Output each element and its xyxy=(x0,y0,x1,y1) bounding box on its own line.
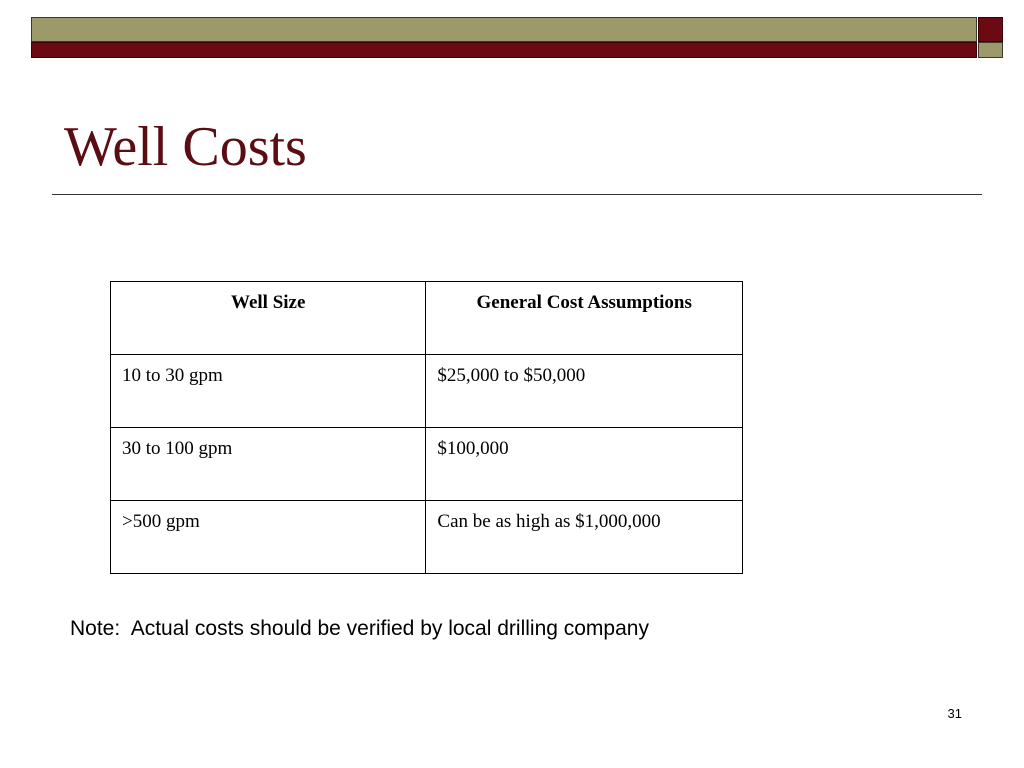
table-row xyxy=(111,355,743,428)
header-square-maroon xyxy=(978,17,1003,42)
slide-number: 31 xyxy=(947,706,962,721)
table-row xyxy=(111,501,743,574)
header-square-olive xyxy=(978,42,1003,58)
cell-cost: $100,000 xyxy=(426,428,743,501)
cell-well-size: 10 to 30 gpm xyxy=(111,355,426,428)
table-header-row xyxy=(111,282,743,355)
table-row xyxy=(111,428,743,501)
cell-well-size: >500 gpm xyxy=(111,501,426,574)
title-divider xyxy=(52,194,982,195)
cell-cost: Can be as high as $1,000,000 xyxy=(426,501,743,574)
header-bar-maroon xyxy=(31,42,977,58)
slide-title: Well Costs xyxy=(64,116,307,178)
cost-note: Note: Actual costs should be verified by local drilling company xyxy=(70,617,649,640)
header-well-size: Well Size xyxy=(111,282,426,355)
header-cost-assumptions: General Cost Assumptions xyxy=(426,282,743,355)
cell-well-size: 30 to 100 gpm xyxy=(111,428,426,501)
header-bar-olive xyxy=(31,17,977,42)
well-costs-table xyxy=(110,281,743,574)
cell-cost: $25,000 to $50,000 xyxy=(426,355,743,428)
